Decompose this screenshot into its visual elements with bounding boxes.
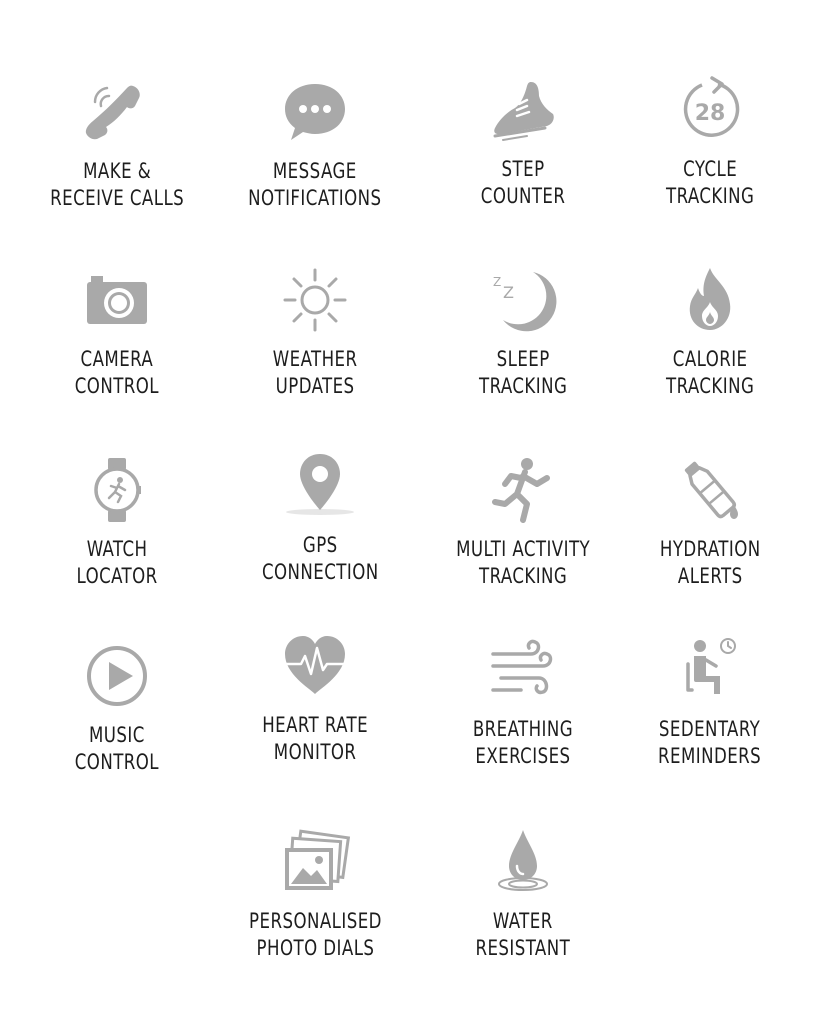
wind-icon [483, 630, 563, 710]
feature-label-line2: COUNTER [480, 184, 566, 208]
feature-calorie-tracking [610, 260, 810, 400]
feature-label-line2: TRACKING [665, 184, 755, 208]
feature-label-line2: LOCATOR [76, 564, 158, 588]
feature-label-line1: CYCLE [682, 157, 737, 181]
feature-label-line1: MAKE & [82, 159, 152, 183]
seated-person-clock-icon [670, 630, 750, 710]
heart-pulse-icon [275, 626, 355, 706]
cycle-28-icon [670, 70, 750, 150]
feature-label-line1: CAMERA [80, 347, 154, 371]
feature-label-line1: MUSIC [89, 723, 145, 747]
feature-label-line1: MESSAGE [273, 159, 357, 183]
feature-water-resistant [423, 822, 623, 962]
water-bottle-icon [670, 450, 750, 530]
feature-label-line1: GPS [302, 533, 338, 557]
feature-personalised-photo-dials [215, 822, 415, 962]
feature-label-line2: MONITOR [273, 740, 357, 764]
feature-label-line2: REMINDERS [658, 744, 762, 768]
feature-sleep-tracking [423, 260, 623, 400]
feature-label-line2: CONNECTION [261, 560, 379, 584]
feature-music-control [17, 636, 217, 776]
feature-gps-connection [220, 446, 420, 586]
feature-breathing-exercises [423, 630, 623, 770]
feature-label-line2: TRACKING [478, 564, 568, 588]
feature-multi-activity-tracking [423, 450, 623, 590]
feature-step-counter [423, 70, 623, 210]
feature-label-line1: CALORIE [672, 347, 748, 371]
feature-label-line2: NOTIFICATIONS [248, 186, 382, 210]
feature-label-line1: PERSONALISED [248, 909, 382, 933]
feature-label-line2: CONTROL [74, 750, 160, 774]
feature-label-line1: HYDRATION [659, 537, 761, 561]
feature-make-receive-calls [17, 72, 217, 212]
sun-icon [275, 260, 355, 340]
svg-text:Z: Z [503, 283, 514, 302]
feature-weather-updates [215, 260, 415, 400]
feature-watch-locator [17, 450, 217, 590]
phone-call-icon [77, 72, 157, 152]
svg-text:28: 28 [694, 101, 726, 126]
flame-icon [670, 260, 750, 340]
feature-hydration-alerts [610, 450, 810, 590]
water-drop-icon [483, 822, 563, 902]
camera-icon [77, 260, 157, 340]
runner-icon [483, 450, 563, 530]
map-pin-icon [280, 446, 360, 526]
watch-icon [77, 450, 157, 530]
feature-label-line1: WATER [493, 909, 553, 933]
feature-sedentary-reminders [610, 630, 810, 770]
message-bubble-icon [275, 72, 355, 152]
feature-label-line1: BREATHING [472, 717, 574, 741]
feature-camera-control [17, 260, 217, 400]
feature-label-line2: RECEIVE CALLS [49, 186, 185, 210]
feature-label-line2: TRACKING [478, 374, 568, 398]
feature-label-line1: MULTI ACTIVITY [455, 537, 591, 561]
feature-heart-rate-monitor [215, 626, 415, 766]
play-circle-icon [77, 636, 157, 716]
feature-label-line2: ALERTS [677, 564, 743, 588]
photo-stack-icon [275, 822, 355, 902]
feature-label-line2: EXERCISES [475, 744, 571, 768]
feature-message-notifications [215, 72, 415, 212]
feature-label-line1: WATCH [86, 537, 148, 561]
feature-cycle-tracking [610, 70, 810, 210]
feature-label-line2: TRACKING [665, 374, 755, 398]
feature-label-line1: SLEEP [496, 347, 550, 371]
svg-text:Z: Z [493, 275, 502, 289]
feature-label-line1: WEATHER [272, 347, 358, 371]
feature-label-line2: UPDATES [275, 374, 355, 398]
feature-label-line1: STEP [501, 157, 545, 181]
sneaker-icon [483, 70, 563, 150]
feature-label-line1: SEDENTARY [659, 717, 761, 741]
feature-label-line2: PHOTO DIALS [256, 936, 374, 960]
feature-label-line1: HEART RATE [262, 713, 368, 737]
moon-sleep-icon [483, 260, 563, 340]
feature-label-line2: CONTROL [74, 374, 160, 398]
feature-label-line2: RESISTANT [475, 936, 571, 960]
